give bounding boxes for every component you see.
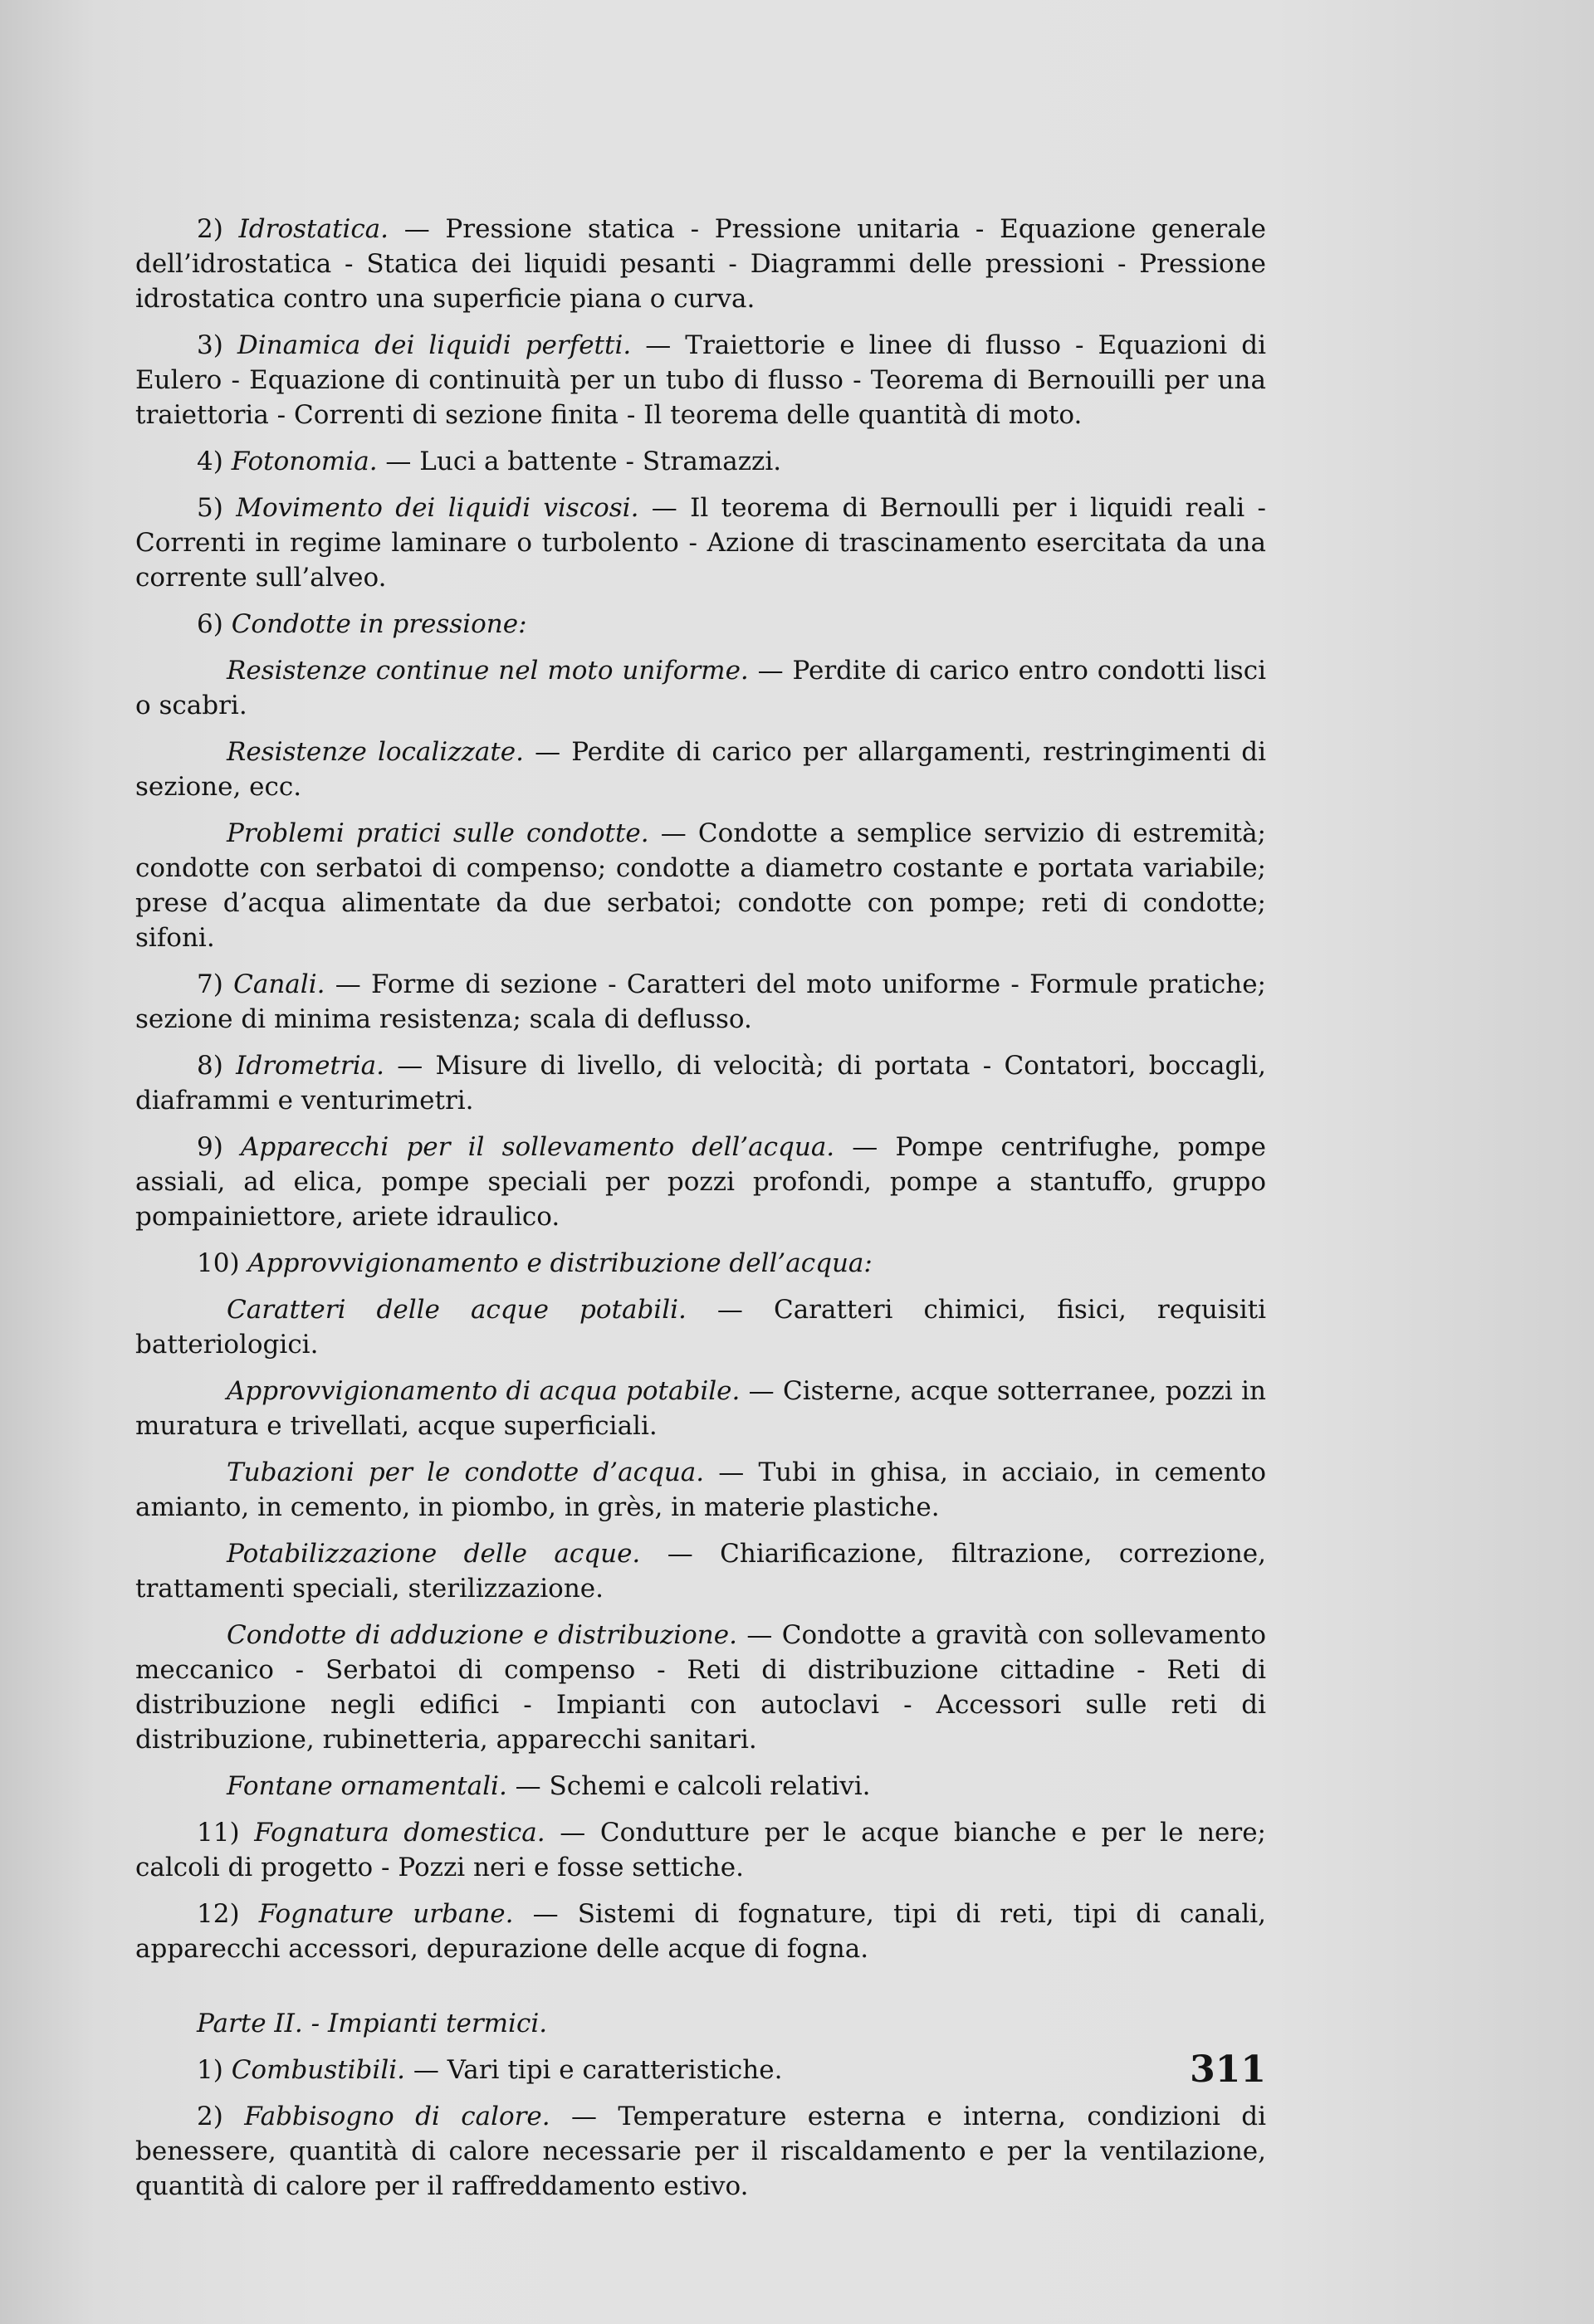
paragraph bbox=[135, 1292, 1266, 1362]
paragraph-title: Fontane ornamentali. bbox=[227, 1771, 507, 1801]
paragraph-title: Fabbisogno di calore. bbox=[244, 2102, 550, 2131]
paragraph-title: Idrostatica. bbox=[238, 214, 389, 244]
paragraph-title: Condotte in pressione: bbox=[231, 609, 527, 639]
paragraph bbox=[135, 1815, 1266, 1885]
paragraph-title: Canali. bbox=[233, 969, 325, 999]
paragraph-text: — Caratteri chimici, fisici, requisiti batteriologici. bbox=[135, 1295, 1267, 1360]
paragraph-text: — Forme di sezione - Caratteri del moto uniforme - Formule pratiche; sezione di minima resistenza; scala di deflusso. bbox=[135, 969, 1266, 1034]
paragraph bbox=[135, 328, 1266, 432]
paragraph-title: Potabilizzazione delle acque. bbox=[227, 1539, 641, 1569]
paragraph-text: — Schemi e calcoli relativi. bbox=[506, 1771, 871, 1801]
paragraph bbox=[135, 1897, 1266, 1966]
paragraph-text: — Il teorema di Bernoulli per i liquidi reali - Correnti in regime laminare o turbolento - Azione di trascinamento esercitata da una corrente sull’alveo. bbox=[135, 493, 1266, 593]
paragraph-title: Tubazioni per le condotte d’acqua. bbox=[227, 1457, 705, 1487]
paragraph-title: Caratteri delle acque potabili. bbox=[227, 1295, 687, 1325]
paragraph-title: Movimento dei liquidi viscosi. bbox=[236, 493, 639, 523]
paragraph bbox=[135, 1374, 1266, 1443]
page-body bbox=[135, 212, 1266, 2215]
paragraph-number: 9) bbox=[197, 1132, 223, 1162]
paragraph-number: 11) bbox=[197, 1818, 240, 1848]
paragraph-text: — Vari tipi e caratteristiche. bbox=[405, 2055, 783, 2085]
paragraph-number: 8) bbox=[197, 1051, 223, 1081]
paragraph bbox=[135, 2053, 1266, 2087]
paragraph bbox=[135, 1048, 1266, 1118]
paragraph bbox=[135, 491, 1266, 595]
paragraph-title: Dinamica dei liquidi perfetti. bbox=[237, 330, 632, 360]
paragraph bbox=[135, 816, 1266, 955]
paragraph-number: 7) bbox=[197, 969, 223, 999]
paragraph bbox=[135, 653, 1266, 723]
paragraph-number: 6) bbox=[197, 609, 223, 639]
paragraph-title: Resistenze continue nel moto uniforme. bbox=[227, 656, 749, 686]
paragraph bbox=[135, 2099, 1266, 2204]
paragraph bbox=[135, 967, 1266, 1037]
paragraph-text: — Condotte a gravità con sollevamento meccanico - Serbatoi di compenso - Reti di distribuzione cittadine - Reti di distribuzione negli edifici - Impianti con autoclavi - Accessori sulle reti di distribuzione, rubinetteria, apparecchi sanitari. bbox=[135, 1620, 1266, 1755]
paragraph bbox=[135, 1536, 1266, 1606]
paragraph-text: — Condutture per le acque bianche e per le nere; calcoli di progetto - Pozzi neri e fosse settiche. bbox=[135, 1818, 1266, 1882]
paragraph-text: — Sistemi di fognature, tipi di reti, tipi di canali, apparecchi accessori, depurazione delle acque di fogna. bbox=[135, 1899, 1266, 1964]
paragraph-number: 1) bbox=[197, 2055, 223, 2085]
paragraph bbox=[135, 1769, 1266, 1804]
paragraph-text: — Chiarificazione, filtrazione, correzione, trattamenti speciali, sterilizzazione. bbox=[135, 1539, 1266, 1604]
paragraph-number: 3) bbox=[197, 330, 223, 360]
paragraph-title: Idrometria. bbox=[236, 1051, 384, 1081]
part-heading bbox=[135, 2006, 1266, 2041]
paragraph-text: — Tubi in ghisa, in acciaio, in cemento amianto, in cemento, in piombo, in grès, in materie plastiche. bbox=[135, 1457, 1266, 1522]
paragraph-text: — Temperature esterna e interna, condizioni di benessere, quantità di calore necessarie per il riscaldamento e per la ventilazione, quantità di calore per il raffreddamento estivo. bbox=[135, 2102, 1266, 2201]
paragraph-text: — Condotte a semplice servizio di estremità; condotte con serbatoi di compenso; condotte a diametro costante e portata variabile; prese d’acqua alimentate da due serbatoi; condotte con pompe; reti di condotte; sifoni. bbox=[135, 818, 1266, 953]
paragraph-number: 2) bbox=[197, 214, 223, 244]
paragraph-text: — Perdite di carico per allargamenti, restringimenti di sezione, ecc. bbox=[135, 737, 1266, 802]
paragraph-title: Approvvigionamento di acqua potabile. bbox=[227, 1376, 741, 1406]
section-part-ii bbox=[135, 2053, 1266, 2204]
paragraph-title: Fotonomia. bbox=[231, 447, 378, 476]
paragraph-number: 4) bbox=[197, 447, 223, 476]
paragraph-number: 10) bbox=[197, 1248, 240, 1278]
paragraph-title: Resistenze localizzate. bbox=[227, 737, 525, 767]
paragraph bbox=[135, 1246, 1266, 1281]
paragraph-text: — Pressione statica - Pressione unitaria - Equazione generale dell’idrostatica - Statica dei liquidi pesanti - Diagrammi delle pressioni - Pressione idrostatica contro una superficie piana o curva. bbox=[135, 214, 1266, 314]
paragraph-title: Fognature urbane. bbox=[258, 1899, 514, 1929]
part-heading-text: Parte II. - Impianti termici. bbox=[197, 2009, 548, 2038]
paragraph-text: — Pompe centrifughe, pompe assiali, ad elica, pompe speciali per pozzi profondi, pompe a stantuffo, gruppo pompainiettore, ariete idraulico. bbox=[135, 1132, 1266, 1232]
paragraph bbox=[135, 1618, 1266, 1757]
paragraph bbox=[135, 1130, 1266, 1234]
paragraph-title: Fognatura domestica. bbox=[254, 1818, 545, 1848]
paragraph bbox=[135, 1455, 1266, 1525]
paragraph-title: Approvvigionamento e distribuzione dell’acqua: bbox=[247, 1248, 873, 1278]
paragraph bbox=[135, 735, 1266, 804]
paragraph-text: — Luci a battente - Stramazzi. bbox=[377, 447, 782, 476]
paragraph-title: Problemi pratici sulle condotte. bbox=[227, 818, 649, 848]
paragraph-number: 2) bbox=[197, 2102, 223, 2131]
paragraph-text: — Misure di livello, di velocità; di portata - Contatori, boccagli, diaframmi e venturimetri. bbox=[135, 1051, 1266, 1116]
paragraph-text: — Traiettorie e linee di flusso - Equazioni di Eulero - Equazione di continuità per un tubo di flusso - Teorema di Bernouilli per una traiettoria - Correnti di sezione finita - Il teorema delle quantità di moto. bbox=[135, 330, 1266, 430]
paragraph-text: — Cisterne, acque sotterranee, pozzi in muratura e trivellati, acque superficiali. bbox=[135, 1376, 1266, 1441]
paragraph bbox=[135, 212, 1266, 316]
paragraph-text: — Perdite di carico entro condotti lisci o scabri. bbox=[135, 656, 1266, 720]
paragraph bbox=[135, 444, 1266, 479]
paragraph bbox=[135, 607, 1266, 642]
paragraph-number: 12) bbox=[197, 1899, 240, 1929]
paragraph-title: Condotte di adduzione e distribuzione. bbox=[227, 1620, 737, 1650]
paragraph-title: Combustibili. bbox=[231, 2055, 405, 2085]
paragraph-title: Apparecchi per il sollevamento dell’acqua. bbox=[240, 1132, 835, 1162]
page-number: 311 bbox=[1190, 2048, 1266, 2091]
section-part-i bbox=[135, 212, 1266, 1966]
paragraph-number: 5) bbox=[197, 493, 223, 523]
